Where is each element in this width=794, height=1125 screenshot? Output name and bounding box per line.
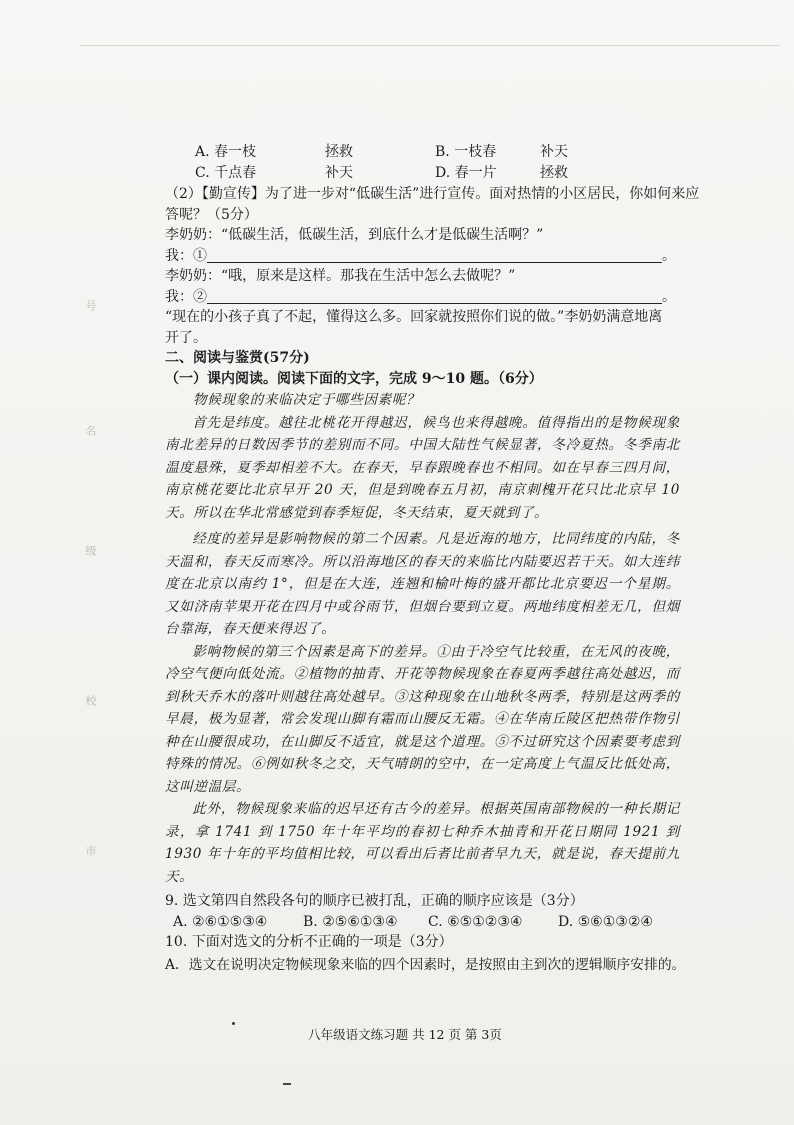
- option-d-label: D. 春一片: [435, 164, 497, 181]
- q9-options: [173, 912, 680, 933]
- q9-option-b[interactable]: B. ②⑤⑥①③④: [303, 913, 398, 930]
- exam-content: [165, 142, 700, 975]
- closing-line-1: “现在的小孩子真了不起，懂得这么多。回家就按照你们说的做。”李奶奶满意地离: [165, 309, 663, 325]
- answer-2-blank[interactable]: [207, 289, 662, 304]
- q9-stem: 9. 选文第四自然段各句的顺序已被打乱，正确的顺序应该是（3分）: [165, 893, 584, 909]
- option-c-extra: 补天: [325, 164, 353, 181]
- option-b-label: B. 一枝春: [435, 144, 497, 160]
- section-heading: 二、阅读与鉴赏(57分): [165, 350, 310, 366]
- margin-mark-4: 校: [84, 695, 97, 708]
- q9-option-a[interactable]: A. ②⑥①⑤③④: [173, 913, 268, 930]
- option-a-label: A. 春一枝: [195, 144, 257, 160]
- option-b-extra: 补天: [540, 144, 568, 160]
- margin-mark-5: 市: [84, 845, 97, 858]
- dialog-line-4: 我：② 。: [165, 288, 676, 305]
- margin-mark-2: 名: [84, 425, 97, 438]
- paragraph-3: 影响物候的第三个因素是高下的差异。①由于冷空气比较重，在无风的夜晚，冷空气便向低处流。②植物的抽青、开花等物候现象在春夏两季越往高处越迟，而到秋天乔木的落叶则越往高处越早。③这种现象在山地秋冬两季，特别是这两季的早晨，极为显著，常会发现山脚有霜而山腰反无霜。④在华南丘陵区把热带作物引种在山腰很成功，在山脚反不适宜，就是这个道理。⑤不过研究这个因素要考虑到特殊的情况。⑥例如秋冬之交，天气晴朗的空中，在一定高度上气温反比低处高，这叫逆温层。: [165, 643, 680, 795]
- q10-stem: 10. 下面对选文的分析不正确的一项是（3分）: [165, 934, 453, 950]
- paragraph-1: 首先是纬度。越往北桃花开得越迟，候鸟也来得越晚。值得指出的是物候现象南北差异的日数因季节的差别而不同。中国大陆性气候显著，冬冷夏热。冬季南北温度悬殊，夏季却相差不大。在春天，早春跟晚春也不相同。如在早春三四月间，南京桃花要比北京早开 20 天，但是到晚春五月初，南京刺槐开花只比北京早 10 天。所以在华北常感觉到春季短促，冬天结束，夏天就到了。: [165, 414, 680, 521]
- page-footer: 八年级语文练习题 共 12 页 第 3页: [308, 1027, 502, 1042]
- q8-options-row1: [195, 142, 680, 163]
- closing-line-2: 开了。: [165, 329, 207, 346]
- paragraph-2: 经度的差异是影响物候的第二个因素。凡是近海的地方，比同纬度的内陆，冬天温和，春天反而寒冷。所以沿海地区的春天的来临比内陆要迟若干天。如大连纬度在北京以南约 1°，但是在大连，连翘和榆叶梅的盛开都比北京要迟一个星期。又如济南苹果开花在四月中或谷雨节，但烟台要到立夏。两地纬度相差无几，但烟台靠海，春天便来得迟了。: [165, 531, 680, 637]
- bottom-dash: [283, 1083, 291, 1085]
- dialog-line-2: 我：① 。: [165, 247, 676, 264]
- option-d-extra: 拯救: [540, 164, 568, 181]
- answer-1-blank[interactable]: [207, 248, 662, 263]
- q9-option-d[interactable]: D. ⑤⑥①③②④: [558, 913, 653, 930]
- q10-option-a[interactable]: A．选文在说明决定物候现象来临的四个因素时，是按照由主到次的逻辑顺序安排的。: [165, 956, 686, 973]
- margin-mark-1: 号: [84, 300, 97, 313]
- margin-mark-3: 级: [84, 545, 97, 558]
- q8-2-prompt-line2: 答呢？（5分）: [165, 206, 258, 223]
- top-border: [80, 45, 780, 46]
- q8-options-row2: [195, 163, 680, 184]
- part-heading: （一）课内阅读。阅读下面的文字，完成 9～10 题。（6分）: [165, 370, 543, 387]
- answer-1-label: 我：①: [165, 247, 207, 264]
- option-c-label: C. 千点春: [195, 164, 257, 181]
- option-a-extra: 拯救: [325, 144, 353, 160]
- q8-2-prompt-line1: （2）【勤宣传】为了进一步对“低碳生活”进行宣传。面对热情的小区居民，你如何来应: [165, 186, 700, 202]
- dialog-line-3: 李奶奶：“哦，原来是这样。那我在生活中怎么去做呢？”: [165, 268, 516, 284]
- reading-passage: [165, 389, 680, 888]
- paragraph-4: 此外，物候现象来临的迟早还有古今的差异。根据英国南部物候的一种长期记录，拿 1741 到 1750 年十年平均的春初七种乔木抽青和开花日期同 1921 到 1930 年十年的平均值相比较，可以看出后者比前者早九天，就是说，春天提前九天。: [165, 801, 680, 885]
- passage-title: 物候现象的来临决定于哪些因素呢？: [193, 392, 421, 408]
- answer-2-label: 我：②: [165, 288, 207, 305]
- dialog-line-1: 李奶奶：“低碳生活，低碳生活，到底什么才是低碳生活啊？”: [165, 227, 544, 243]
- q9-option-c[interactable]: C. ⑥⑤①②③④: [428, 913, 523, 930]
